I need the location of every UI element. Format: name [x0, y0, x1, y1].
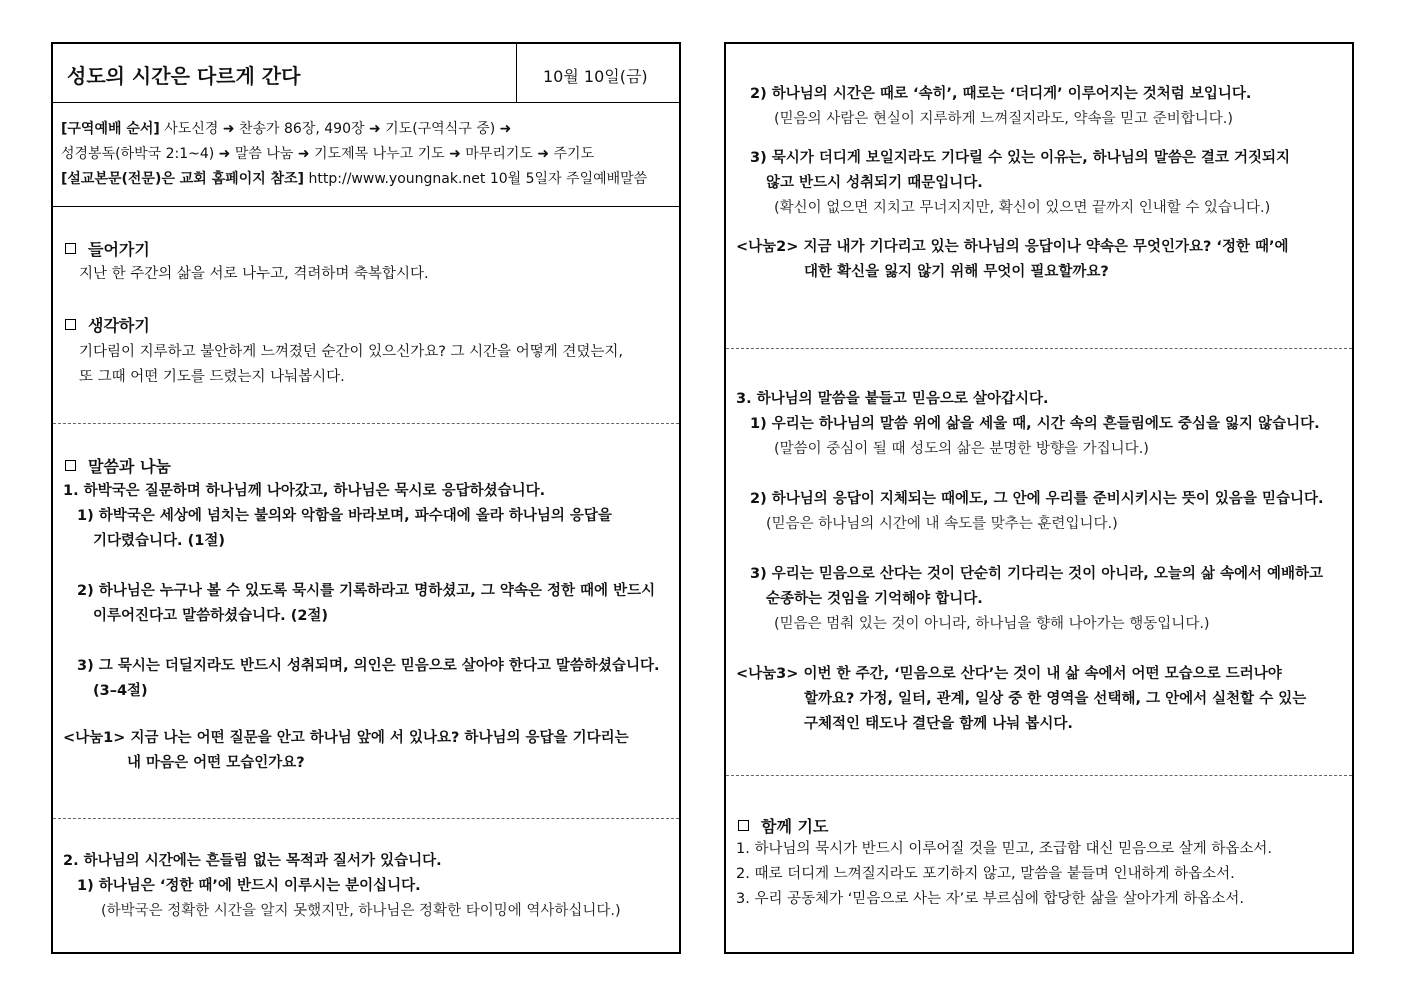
point-3-3b: 순종하는 것임을 기억해야 합니다.	[766, 591, 983, 607]
square-bullet-icon	[65, 319, 76, 330]
share-2	[736, 235, 1346, 285]
think-line-2: 또 그때 어떤 기도를 드렸는지 나눠봅시다.	[79, 369, 345, 385]
point-2-2: 2) 하나님의 시간은 때로 ‘속히’, 때로는 ‘더디게’ 이루어지는 것처럼 보입니다.	[750, 86, 1252, 102]
share-3-label: <나눔3>	[736, 666, 799, 682]
intro-section	[53, 207, 679, 424]
share-2-label: <나눔2>	[736, 239, 799, 255]
point-2-1-note: (하박국은 정확한 시간을 알지 못했지만, 하나님은 정확한 타이밍에 역사하십니다.)	[101, 903, 621, 919]
point-1-3b: (3–4절)	[93, 683, 148, 699]
share-1	[63, 726, 673, 776]
prayer-section	[726, 776, 1352, 912]
point-2-1: 1) 하나님은 ‘정한 때’에 반드시 이루시는 분이십니다.	[77, 878, 421, 894]
point-2-2-note: (믿음의 사람은 현실이 지루하게 느껴질지라도, 약속을 믿고 준비합니다.)	[774, 111, 1233, 127]
right-top-section	[726, 44, 1352, 349]
word-heading-text: 말씀과 나눔	[88, 457, 171, 476]
point-3-2-note: (믿음은 하나님의 시간에 내 속도를 맞추는 훈련입니다.)	[766, 516, 1118, 532]
right-page	[724, 42, 1354, 954]
prayer-heading	[736, 814, 1346, 837]
point-3-title: 3. 하나님의 말씀을 붙들고 믿음으로 살아갑시다.	[736, 391, 1049, 407]
word-heading	[63, 454, 673, 477]
point-3-1-note: (말씀이 중심이 될 때 성도의 삶은 분명한 방향을 가집니다.)	[774, 441, 1149, 457]
think-heading	[65, 313, 679, 336]
point-2-section	[53, 819, 679, 924]
share-3-text-a: 이번 한 주간, ‘믿음으로 산다’는 것이 내 삶 속에서 어떤 모습으로 드러나야	[798, 666, 1282, 682]
point-3-3a: 3) 우리는 믿음으로 산다는 것이 단순히 기다리는 것이 아니라, 오늘의 삶 속에서 예배하고	[750, 566, 1324, 582]
sermon-label: [설교본문(전문)은 교회 홈페이지 참조]	[61, 171, 305, 187]
share-1-line-b: 내 마음은 어떤 모습인가요?	[127, 755, 305, 771]
share-2-text-a: 지금 내가 기다리고 있는 하나님의 응답이나 약속은 무엇인가요? ‘정한 때’에	[798, 239, 1289, 255]
order-line-1	[61, 117, 671, 142]
point-1-1b: 기다렸습니다. (1절)	[93, 533, 225, 549]
point-3-2: 2) 하나님의 응답이 지체되는 때에도, 그 안에 우리를 준비시키시는 뜻이 있음을 믿습니다.	[750, 491, 1324, 507]
intro-heading	[65, 237, 679, 260]
share-3	[736, 662, 1346, 737]
point-3-3-note: (믿음은 멈춰 있는 것이 아니라, 하나님을 향해 나아가는 행동입니다.)	[774, 616, 1210, 632]
think-line-1: 기다림이 지루하고 불안하게 느껴졌던 순간이 있으신가요? 그 시간을 어떻게 견뎠는지,	[79, 344, 624, 360]
left-page	[51, 42, 681, 954]
point-2-title: 2. 하나님의 시간에는 흔들림 없는 목적과 질서가 있습니다.	[63, 853, 442, 869]
point-1-2a: 2) 하나님은 누구나 볼 수 있도록 묵시를 기록하라고 명하셨고, 그 약속은 정한 때에 반드시	[77, 583, 656, 599]
square-bullet-icon	[65, 460, 76, 471]
share-3-line-c: 구체적인 태도나 결단을 함께 나눠 봅시다.	[804, 716, 1073, 732]
point-2-3b: 않고 반드시 성취되기 때문입니다.	[766, 175, 983, 191]
sermon-link[interactable]: http://www.youngnak.net 10월 5일자 주일예배말씀	[304, 171, 648, 187]
point-2-3a: 3) 묵시가 더디게 보일지라도 기다릴 수 있는 이유는, 하나님의 말씀은 결코 거짓되지	[750, 150, 1290, 166]
share-2-line-b: 대한 확신을 잃지 않기 위해 무엇이 필요할까요?	[804, 264, 1109, 280]
share-1-line-a	[63, 726, 673, 751]
share-1-text-a: 지금 나는 어떤 질문을 안고 하나님 앞에 서 있나요? 하나님의 응답을 기다리는	[125, 730, 629, 746]
intro-heading-text: 들어가기	[88, 240, 150, 259]
order-text-1: 사도신경 ➜ 찬송가 86장, 490장 ➜ 기도(구역식구 중) ➜	[159, 121, 512, 137]
order-label: [구역예배 순서]	[61, 121, 160, 137]
prayer-1: 1. 하나님의 묵시가 반드시 이루어질 것을 믿고, 조급함 대신 믿음으로 살게 하옵소서.	[736, 841, 1272, 857]
point-3-section	[726, 349, 1352, 776]
intro-text: 지난 한 주간의 삶을 서로 나누고, 격려하며 축복합시다.	[79, 266, 429, 282]
point-1-1a: 1) 하박국은 세상에 넘치는 불의와 악함을 바라보며, 파수대에 올라 하나님의 응답을	[77, 508, 612, 524]
point-1-3a: 3) 그 묵시는 더딜지라도 반드시 성취되며, 의인은 믿음으로 살아야 한다고 말씀하셨습니다.	[77, 658, 660, 674]
square-bullet-icon	[738, 820, 749, 831]
page-title: 성도의 시간은 다르게 간다	[53, 44, 517, 102]
worship-order	[53, 103, 679, 207]
think-heading-text: 생각하기	[88, 316, 150, 335]
point-2-3-note: (확신이 없으면 지치고 무너지지만, 확신이 있으면 끝까지 인내할 수 있습니다.)	[774, 200, 1271, 216]
point-1-title: 1. 하박국은 질문하며 하나님께 나아갔고, 하나님은 묵시로 응답하셨습니다.	[63, 483, 546, 499]
share-1-label: <나눔1>	[63, 730, 126, 746]
share-3-line-a	[736, 662, 1346, 687]
point-3-1: 1) 우리는 하나님의 말씀 위에 삶을 세울 때, 시간 속의 흔들림에도 중심을 잃지 않습니다.	[750, 416, 1320, 432]
prayer-3: 3. 우리 공동체가 ‘믿음으로 사는 자’로 부르심에 합당한 삶을 살아가게 하옵소서.	[736, 891, 1244, 907]
share-3-line-b: 할까요? 가정, 일터, 관계, 일상 중 한 영역을 선택해, 그 안에서 실천할 수 있는	[804, 691, 1307, 707]
prayer-heading-text: 함께 기도	[761, 817, 829, 836]
page-date: 10월 10일(금)	[543, 67, 648, 86]
order-line-3	[61, 167, 671, 192]
square-bullet-icon	[65, 243, 76, 254]
header	[53, 44, 679, 103]
order-line-2: 성경봉독(하박국 2:1~4) ➜ 말씀 나눔 ➜ 기도제목 나누고 기도 ➜ 마무리기도 ➜ 주기도	[61, 146, 595, 162]
word-section	[53, 424, 679, 819]
share-2-line-a	[736, 235, 1346, 260]
prayer-2: 2. 때로 더디게 느껴질지라도 포기하지 않고, 말씀을 붙들며 인내하게 하옵소서.	[736, 866, 1235, 882]
point-1-2b: 이루어진다고 말씀하셨습니다. (2절)	[93, 608, 329, 624]
